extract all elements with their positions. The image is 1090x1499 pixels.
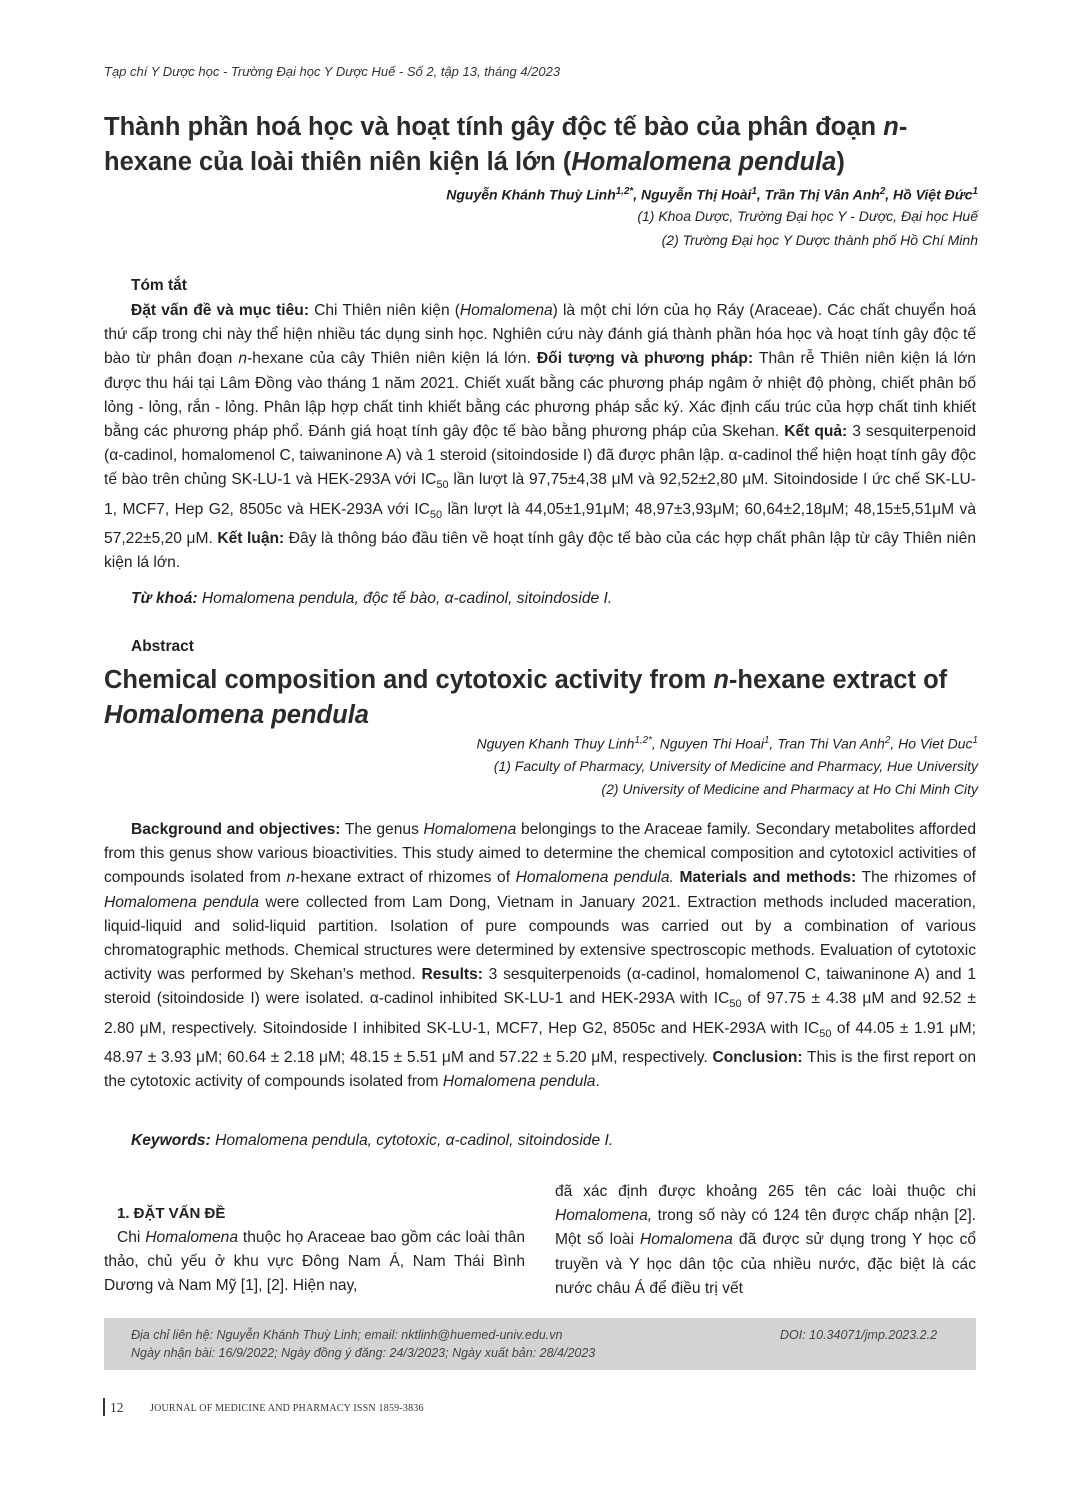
title-italic: Homalomena pendula [104,701,369,729]
title-text: Chemical composition and cytotoxic activity from [104,666,714,694]
abstract-heading-vn: Tóm tắt [131,277,187,294]
abstract-heading-en: Abstract [131,638,194,655]
keywords-text: Homalomena pendula, cytotoxic, α-cadinol, sitoindoside I. [210,1132,614,1149]
keywords-label: Từ khoá: [131,590,198,607]
article-title-vn [104,110,984,180]
title-italic: n [883,113,899,141]
page-number: 12 [110,1400,124,1415]
section-1-col-right: đã xác định được khoảng 265 tên các loài thuộc chi Homalomena, trong số này có 124 tên được chấp nhận [2]. Một số loài Homalomena đã được sử dụng trong Y học cổ truyền và Y học dân tộc của nhiều nước, đặc biệt là các nước châu Á để điều trị vết [555,1183,976,1297]
correspondence-box [104,1318,976,1370]
title-text: -hexane của loài thiên niên kiện lá lớn ( [104,113,908,176]
section-1-col-left: Chi Homalomena thuộc họ Araceae bao gồm các loài thân thảo, chủ yếu ở khu vực Đông Nam Á, Nam Thái Bình Dương và Nam Mỹ [1], [2]. Hiện nay, [104,1229,525,1295]
abstract-body-en: Background and objectives: The genus Homalomena belongings to the Araceae family. Secondary metabolites afforded from this genus show various bioactivities. This study aimed to determine the chemical composition and cytotoxicl activities of compounds isolated from n-hexane extract of rhizomes of Homalomena pendula. Materials and methods: The rhizomes of Homalomena pendula were collected from Lam Dong, Vietnam in January 2021. Extraction methods included maceration, liquid-liquid and solid-liquid partition. Isolation of pure compounds was carried out by a combination of various chromatographic methods. Chemical structures were determined by extensive spectroscopic methods. Evaluation of cytotoxic activity was performed by Skehan’s method. Results: 3 sesquiterpenoids (α-cadinol, homalomenol C, taiwaninone A) and 1 steroid (sitoindoside I) were isolated. α-cadinol inhibited SK-LU-1 and HEK-293A with $IC_{50}$ of 97.75 ± 4.38 μM and 92.52 ± 2.80 μM, respectively. Sitoindoside I inhibited SK-LU-1, MCF7, Hep G2, 8505c and HEK-293A with $IC_{50}$ of 44.05 ± 1.91 μM; 48.97 ± 3.93 μM; 60.64 ± 2.18 μM; 48.15 ± 5.51 μM and 57.22 ± 5.20 μM, respectively. Conclusion: This is the first report on the cytotoxic activity of compounds isolated from Homalomena pendula. [104,821,977,1091]
title-italic: Homalomena pendula [571,148,837,176]
dates-line: Ngày nhận bài: 16/9/2022; Ngày đồng ý đăng: 24/3/2023; Ngày xuất bản: 28/4/2023 [131,1346,596,1360]
title-text: Thành phần hoá học và hoạt tính gây độc tế bào của phân đoạn [104,113,884,141]
affiliation-2-en: (2) University of Medicine and Pharmacy at Ho Chi Minh City [601,781,978,797]
keywords-en [131,1132,613,1150]
authors-en: Nguyen Khanh Thuy Linh$^{1,2*}$, Nguyen Thi Hoai$^1$, Tran Thi Van Anh$^2$, Ho Viet Duc$^1$ [476,735,978,752]
keywords-label: Keywords: [131,1132,211,1149]
page-number-bar [103,1398,105,1416]
journal-header: Tạp chí Y Dược học - Trường Đại học Y Dược Huế - Số 2, tập 13, tháng 4/2023 [104,64,561,79]
article-title-en [104,663,984,733]
contact-line: Địa chỉ liên hệ: Nguyễn Khánh Thuỳ Linh; email: nktlinh@huemed-univ.edu.vn [131,1328,563,1342]
authors-vn: Nguyễn Khánh Thuỳ Linh$^{1,2*}$, Nguyễn Thị Hoài$^1$, Trần Thị Vân Anh$^2$, Hồ Việt Đức$^1$ [446,186,978,203]
title-italic: n [713,666,729,694]
section-1-heading: 1. ĐẶT VẤN ĐỀ [117,1205,226,1222]
affiliation-2-vn: (2) Trường Đại học Y Dược thành phố Hồ Chí Minh [661,232,978,248]
affiliation-1-en: (1) Faculty of Pharmacy, University of Medicine and Pharmacy, Hue University [493,758,978,774]
abstract-body-vn: Đặt vấn đề và mục tiêu: Chi Thiên niên kiện (Homalomena) là một chi lớn của họ Ráy (Araceae). Các chất chuyển hoá thứ cấp trong chi này thể hiện nhiều tác dụng sinh học. Nghiên cứu này đánh giá thành phần hóa học và hoạt tính gây độc tế bào từ phân đoạn n-hexane của cây Thiên niên kiện lá lớn. Đối tượng và phương pháp: Thân rễ Thiên niên kiện lá lớn được thu hái tại Lâm Đồng vào tháng 1 năm 2021. Chiết xuất bằng các phương pháp ngâm ở nhiệt độ phòng, chiết phân bố lỏng - lỏng, rắn - lỏng. Phân lập hợp chất tinh khiết bằng các phương pháp sắc ký. Xác định cấu trúc của hợp chất tinh khiết bằng các phương pháp phổ. Đánh giá hoạt tính gây độc tế bào bằng phương pháp của Skehan. Kết quả: 3 sesquiterpenoid (α-cadinol, homalomenol C, taiwaninone A) và 1 steroid (sitoindoside I) đã được phân lập. α-cadinol thể hiện hoạt tính gây độc tế bào trên chủng SK-LU-1 và HEK-293A với $IC_{50}$ lần lượt là 97,75±4,38 μM và 92,52±2,80 μM. Sitoindoside I ức chế SK-LU-1, MCF7, Hep G2, 8505c và HEK-293A với $IC_{50}$ lần lượt là 44,05±1,91μM; 48,97±3,93μM; 60,64±2,18μM; 48,15±5,51μM và 57,22±5,20 μM. Kết luận: Đây là thông báo đầu tiên về hoạt tính gây độc tế bào của các hợp chất phân lập từ cây Thiên niên kiện lá lớn. [104,302,977,572]
title-text: -hexane extract of [728,666,948,694]
keywords-text: Homalomena pendula, độc tế bào, α-cadinol, sitoindoside I. [197,590,613,607]
doi-line: DOI: 10.34071/jmp.2023.2.2 [780,1328,938,1342]
journal-footer: JOURNAL OF MEDICINE AND PHARMACY ISSN 1859-3836 [150,1403,424,1414]
keywords-vn [131,590,612,608]
affiliation-1-vn: (1) Khoa Dược, Trường Đại học Y - Dược, Đại học Huế [637,208,978,224]
title-text: ) [836,148,845,176]
